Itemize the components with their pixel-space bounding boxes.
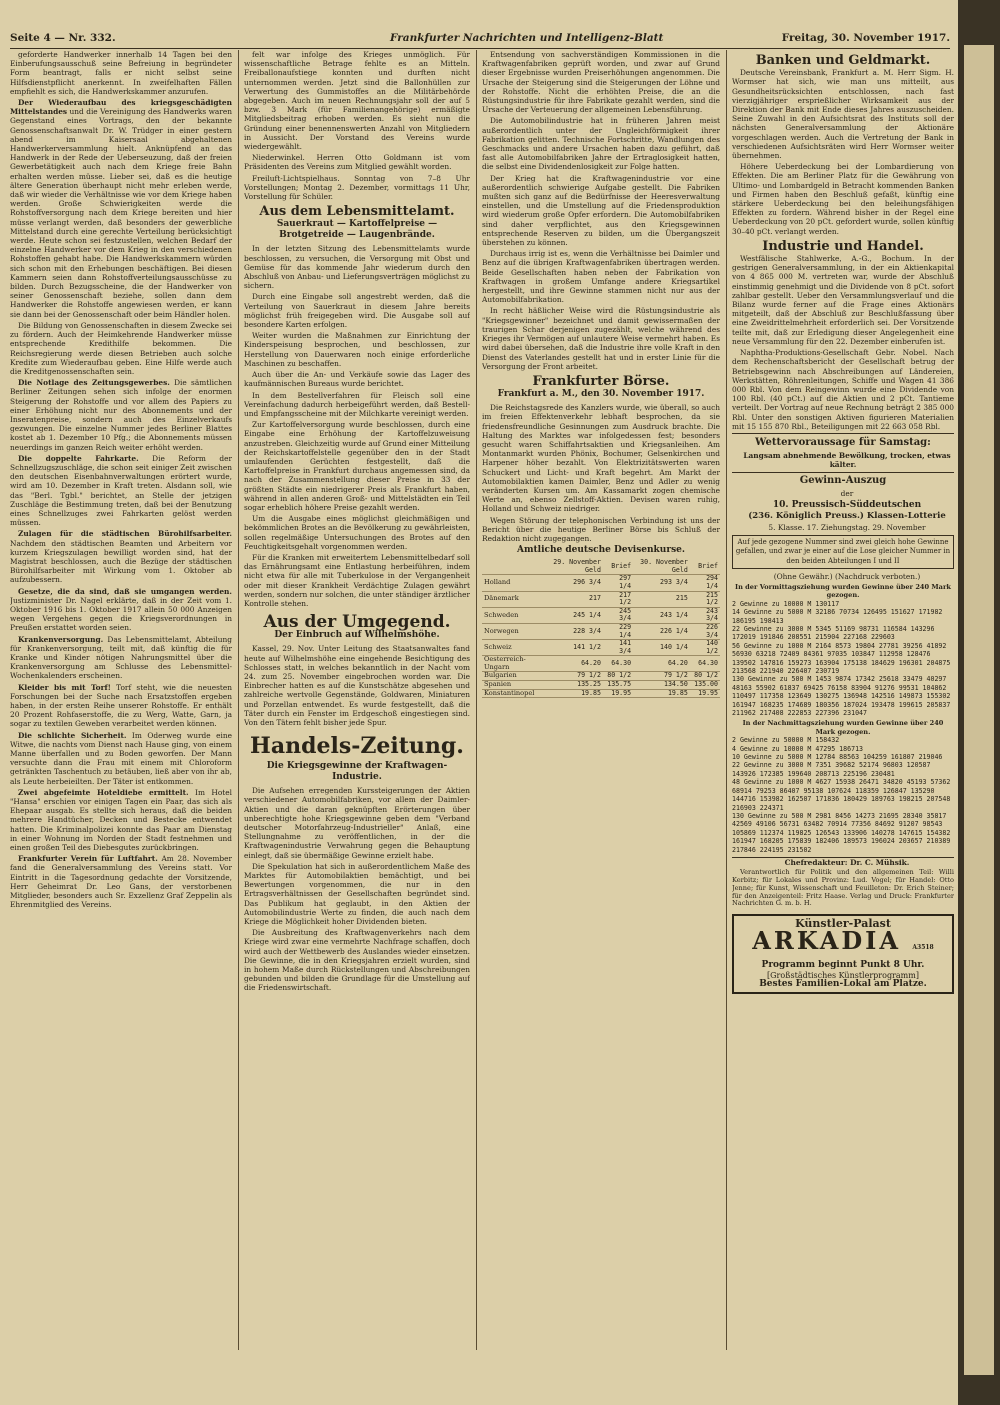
fx-rate: 135.00 (690, 681, 720, 690)
section-heading-industrie: Industrie und Handel. (762, 238, 924, 254)
lottery-draw-info: 5. Klasse. 17. Ziehungstag. 29. November (768, 522, 926, 532)
fx-currency: Schweiz (482, 640, 546, 656)
fx-rate: 64.20 (546, 656, 603, 672)
column-1 (10, 50, 232, 1360)
fx-rate: 217 (546, 591, 603, 607)
fx-currency: Konstantinopel (482, 689, 546, 698)
article-heading: Die doppelte Fahrkarte. (18, 453, 139, 463)
imprint: Verantwortlich für Politik und den allgemeinen Teil: Willi Kerbitz; für Lokales und Provinz: Lud. Vogel; für Handel: Otto Jenne; für Kunst, Wissenschaft und Feuilleton: Dr. Erich Steiner; für den Anzeigenteil: Fritz Haase. Verlag und Druck: Frankfurter Nachrichten G. m. b. H. (732, 868, 954, 908)
ad-program-type: [Großstädtisches Künstlerprogramm] (767, 970, 919, 980)
article-paragraph: Das Lebensmittelamt, Abteilung für Krankenversorgung, teilt mit, daß künftig die für Kranke und Kinder nötigen Nahrungsmittel über die Krankenversorgung am Schlusse des Lebensmittel-Wochenkalenders erscheinen. (10, 634, 232, 681)
lottery-line: 14 Gewinne zu 5000 M 32186 70734 126495 151627 171982 186195 198413 (732, 608, 943, 625)
article-paragraph: Weiter wurden die Maßnahmen zur Einrichtung der Kinderspeisung besprochen, und beschlossen, zur Herstellung von Dauerwaren noch einige erforderliche Maschinen zu beschaffen. (244, 331, 470, 368)
article-paragraph: Die Reichstagsrede des Kanzlers wurde, wie überall, so auch im freien Effektenverkehr lebhaft besprochen, da sie friedensfreundliche Gesinnungen zum Ausdruck brachte. Die Haltung des Marktes war infolgedessen fest; besonders gesucht waren Schiffahrtsaktien und Kriegsanleihen. Am Montanmarkt wurden Phönix, Bochumer, Gelsenkirchen und Harpener höher bezahlt. Von Elektrizitätswerten waren Schuckert und Licht- und Kraft begehrt. Am Markt der Automobilaktien kamen Daimler, Benz und Adler zu wenig veränderten Kursen um. Am Kassamarkt zogen chemische Werte an, ebenso Zellstoff-Aktien. Devisen waren ruhig, Holland und Schweiz niedriger. (482, 403, 720, 514)
article-paragraph: Am 28. November fand die Generalversammlung des Vereins statt. Vor Eintritt in die Tagesordnung gedachte der Vorsitzende, Herr Geheimrat Dr. Leo Gans, der verstorbenen Mitglieder, besonders auch Sr. Exzellenz Graf Zeppelin als Ehrenmitglied des Vereins. (10, 854, 232, 910)
article-paragraph: Freiluft-Lichtspielhaus. Sonntag von 7–8 Uhr Vorstellungen; Montag 2. Dezember, vormittags 11 Uhr, Vorstellung für Schüler. (244, 173, 470, 202)
lottery-note: (Ohne Gewähr.) (Nachdruck verboten.) (773, 571, 921, 581)
article-paragraph: Niederwinkel. Herren Otto Goldmann ist vom Präsidenten des Vereins zum Mitglied gewählt worden. (244, 153, 470, 172)
ad-slogan: Bestes Familien-Lokal am Platze. (759, 978, 927, 989)
ad-venue-name: ARKADIA A3518 (752, 926, 934, 956)
lottery-title: Gewinn-Auszug (799, 475, 887, 487)
lottery-line: 130 Gewinne zu 500 M 1453 9874 17342 25618 33479 40297 48163 55902 61837 69425 76158 83904 91276 99531 104862 110497 117358 123649 130275 136948 142516 149873 155302 161947 168235 174689 180356 187024 193478 199615 205837 211962 217408 222853 227396 231047 (732, 675, 951, 718)
fx-rate: 135.25 (546, 681, 603, 690)
section-subheading: Der Einbruch auf Wilhelmshöhe. (274, 630, 440, 641)
fx-rate: 245 3/4 (603, 607, 633, 623)
fx-table-body (482, 575, 720, 698)
column-4 (732, 50, 954, 1360)
article-paragraph: Zur Kartoffelversorgung wurde beschlossen, durch eine Eingabe eine Erhöhung der Kartoffelzuweisung anzustreben. Gleichzeitig wurde auf Grund einer Mitteilung der Reichskartoffelstelle gegenüber den in der Stadt umlaufenden Gerüchten festgestellt, daß die Kartoffelpreise in Frankfurt durchaus angemessen sind, da nach der Zusammenstellung dieser Preise in 33 der größten Städte ein niedrigerer Preis als Frankfurt haben, während in allen anderen Groß- und Mittelstädten ein Teil sogar erheblich höhere Preise gezahlt werden. (244, 420, 470, 512)
fx-rate: 243 3/4 (690, 607, 720, 623)
article-paragraph: geforderte Handwerker innerhalb 14 Tagen bei den Einberufungsausschuß seine Befreiung in begründeter Form beantragt, falls er nicht selbst seine Hilfsdienstpflicht anerkennt. In zweifelhaften Fällen empfiehlt es sich, die Handwerkskammer anzurufen. (10, 50, 232, 96)
article-paragraph: Torf steht, wie die neuesten Forschungen bei der Suche nach Ersatzstoffen ergeben haben, in der ersten Reihe unserer Rohstoffe. Er enthält 20 Prozent Rohfaserstoffe, die zu Werg, Watte, Garn, ja sogar zu textilen Geweben verarbeitet werden können. (10, 682, 232, 729)
section-heading-banken: Banken und Geldmarkt. (755, 53, 931, 68)
section-subheading: Frankfurt a. M., den 30. November 1917. (497, 389, 705, 400)
article-paragraph: Auch über die An- und Verkäufe sowie das Lager des kaufmännischen Bureaus wurde berichtet. (244, 370, 470, 389)
article-paragraph: und die Vereinigung des Handwerks waren Gegenstand eines Vortrags, den der bekannte Genossenschaftsanwalt Dr. W. Trüdger in einer gestern abend im Kaisersaal abgehaltenen Handwerkerversammlung hielt. Anknüpfend an das Handwerk in der Rede der Ueberseuzung, daß der freien Gewerbetätigkeit auch nach dem Kriege freie Bahn erhalten werden müsse. Lieber sei, daß es die heutige ältere Generation überhaupt nicht mehr erleben werde, daß wir wieder die Verhältnisse wie vor dem Kriege haben werden. Große Schwierigkeiten werde die Rohstoffversorgung nach dem Kriege bereiten und hier müsse verlangt werden, daß besonders der gewerbliche Mittelstand durch eine gerechte Verteilung berücksichtigt werde. Heute schon sei festzustellen, welchen Bedarf der einzelne Handwerker vor dem Krieg in den verschiedenen Rohstoffen gehabt habe. Die Handwerkskammern würden sich schon mit den Erhebungen beschäftigen. Bei diesen Kammern seien dann Rohstoffverteilungsausschüsse zu bilden. Durch Bezugsscheine, die der Handwerker von seiner Genossenschaft beziehe, sollen dann dem Handwerker die Rohstoffe angewiesen werden, er kann sie dann bei der Genossenschaft oder beim Händler holen. (10, 107, 232, 319)
fx-rate: 135.75 (603, 681, 633, 690)
fx-rate: 19.85 (546, 689, 603, 698)
fx-rate: 243 1/4 (633, 607, 690, 623)
fx-rate: 80 1/2 (690, 672, 720, 681)
lottery-line: 22 Gewinne zu 3000 M 7351 39682 52174 96803 120587 143926 172385 199640 208713 225196 230481 (732, 761, 931, 778)
article-paragraph: Wegen Störung der telephonischen Verbindung ist uns der Bericht über die heutige Berliner Börse bis Schluß der Redaktion nicht zugegangen. (482, 515, 720, 543)
lottery-line: 4 Gewinne zu 10000 M 47295 186713 (732, 744, 864, 753)
fx-currency: Schweden (482, 607, 546, 623)
article-paragraph: In dem Bestellverfahren für Fleisch soll eine Vereinfachung dadurch herbeigeführt werden, daß Bestell- und Empfangsscheine mit der Milchkarte vereinigt werden. (244, 390, 470, 418)
article-heading: Zulagen für die städtischen Bürohilfsarbeiter. (18, 529, 232, 539)
fx-rate: 64.20 (633, 656, 690, 672)
article-paragraph: Naphtha-Produktions-Gesellschaft Gebr. Nobel. Nach dem Rechenschaftsbericht der Gesellschaft betrug der Betriebsgewinn nach Abschreibungen auf Ländereien, Werkstätten, Röhrenleitungen, Schiffe und Wagen 41 386 000 Rbl. Von dem Reingewinn wurde eine Dividende von 100 Rbl. (40 pCt.) auf die Aktien und 2 pCt. Tantieme verteilt. Der Vortrag auf neue Rechnung beträgt 2 385 000 Rbl. Unter den sonstigen Aktiven figurieren Materialien mit 15 155 870 Rbl., Beteiligungen mit 22 663 058 Rbl. (732, 348, 954, 431)
fx-table-row (482, 689, 720, 698)
lottery-line: 2 Gewinne zu 10000 M 130117 (732, 599, 840, 608)
issue-date: Freitag, 30. November 1917. (781, 32, 950, 44)
fx-rate: 215 1/2 (690, 591, 720, 607)
fx-table-row (482, 640, 720, 656)
article-paragraph: Die Automobilindustrie hat in früheren Jahren meist außerordentlich unter der Ungleichförmigkeit ihrer Fabrikation gelitten. Technische Fortschritte, Wandlungen des Geschmacks und andere Ursachen haben dazu geführt, daß fast alle Automobilfabriken Jahre der Ertraglosigkeit hatten, die selbst eine Dividendenlosigkeit zur Folge hatten. (482, 116, 720, 172)
lottery-line: 48 Gewinne zu 1000 M 4627 15938 26471 34820 45193 57362 68914 79253 86407 95138 107624 118359 126847 135290 144716 153982 162507 171836 180429 189763 198215 207548 216903 224371 (732, 778, 951, 812)
article-paragraph: Die sämtlichen Berliner Zeitungen sehen sich infolge der enormen Steigerung der Rohstoffe und vor allem des Papiers zu einer Erhöhung nicht nur des Abonnements und der Inseratenpreise, sondern auch des Einzelverkaufs gezwungen. Die einzelne Nummer jedes Berliner Blattes kostet ab 1. Dezember 10 Pfg.; die Abonnements müssen neuerdings im ganzen Reich weiter erhöht werden. (10, 378, 232, 452)
column-3 (482, 50, 720, 1360)
article-heading: Zwei abgefeimte Hoteldiebe ermittelt. (18, 787, 189, 797)
fx-table-row (482, 681, 720, 690)
column-divider (238, 50, 239, 1350)
advertisement-arkadia (732, 914, 954, 994)
article-paragraph: Kassel, 29. Nov. Unter Leitung des Staatsanwaltes fand heute auf Wilhelmshöhe eine eingehende Besichtigung des Schlosses statt, in welches bekanntlich in der Nacht vom 24. zum 25. November eingebrochen worden war. Die Einbrecher hatten es auf die Kunstschätze abgesehen und zahlreiche wertvolle Gegenstände, Goldwaren, Miniaturen und Porzellan entwendet. Es wurde festgestellt, daß die Täter durch ein Fenster im Erdgeschoß eingestiegen sind. Von den Tätern fehlt bisher jede Spur. (244, 644, 470, 727)
fx-header-cell: Brief (690, 559, 720, 575)
article-paragraph: In der letzten Sitzung des Lebensmittelamts wurde beschlossen, zu versuchen, die Versorgung mit Obst und Gemüse für das kommende Jahr wiederum durch den Abschluß von Anbau- und Lieferungsverträgen möglichst zu sichern. (244, 244, 470, 291)
fx-table-title: Amtliche deutsche Devisenkurse. (516, 545, 686, 556)
article-paragraph: felt war infolge des Krieges unmöglich. Für wissenschaftliche Betrage fehlte es an Mitteln. Freiballonaufstiege konnten und durften nicht unternommen werden. Jetzt sind die Ballonhüllen zur Verwertung des Gummistoffes an die Militärbehörde abgegeben. Auch im neuen Rechnungsjahr soll der auf 5 bzw. 3 Mark (für Familienangehörige) ermäßigte Mitgliedsbeitrag erhoben werden. Es sieht nun die Gründung einer benennenswerten Anzahl von Mitgliedern in Aussicht. Der Vorstand des Vereins wurde wiedergewählt. (244, 50, 470, 152)
ad-phone-code: A3518 (912, 944, 934, 952)
fx-currency: Holland (482, 575, 546, 591)
fx-rate: 141 3/4 (603, 640, 633, 656)
fx-rate: 79 1/2 (633, 672, 690, 681)
fx-header-cell: 29. November Geld (546, 559, 603, 575)
lottery-heading: In der Nachmittagsziehung wurden Gewinne über 240 Mark gezogen. (742, 719, 944, 736)
article-paragraph: Der Krieg hat die Kraftwagenindustrie vor eine außerordentlich schwierige Aufgabe gestellt. Die Fabriken mußten sich ganz auf die Bedürfnisse der Heeresverwaltung einstellen, und die Umstellung auf die Friedensproduktion wird wiederum große Opfer erfordern. Die Automobilfabriken sind daher verpflichtet, aus den Kriegsgewinnen entsprechende Reserven zu bilden, um die Übergangszeit überstehen zu können. (482, 173, 720, 248)
article-heading: Die schlichte Sicherheit. (18, 730, 127, 740)
article-paragraph: Durchaus irrig ist es, wenn die Verhältnisse bei Daimler und Benz auf die übrigen Kraftwagenfabriken übertragen werden. Beide Gesellschaften haben neben der Fabrikation von Kraftwagen in großem Umfange andere Kriegsartikel hergestellt, und ihre Gewinne stammen nicht nur aus der Automobilfabrikation. (482, 249, 720, 305)
fx-currency: Spanien (482, 681, 546, 690)
article-heading: Die Notlage des Zeitungsgewerbes. (18, 378, 170, 388)
newspaper-masthead: Frankfurter Nachrichten und Intelligenz-Blatt (390, 32, 664, 44)
fx-rate: 64.30 (690, 656, 720, 672)
lottery-line: 2 Gewinne zu 50000 M 158432 (732, 736, 840, 745)
fx-rate: 245 1/4 (546, 607, 603, 623)
column-divider (476, 50, 477, 1350)
article-paragraph: Höhere Ueberdeckung bei der Lombardierung von Effekten. Die am Berliner Platz für die Gewährung von Ultimo- und Lombardgeld in Betracht kommenden Banken und Firmen haben den Beschluß gefaßt, künftig eine stärkere Ueberdeckung bei den beleihungsfähigen Effekten zu fordern. Während bisher in der Regel eine Ueberdeckung von 20 pCt. gefordert wurde, sollen künftig 30–40 pCt. verlangt werden. (732, 162, 954, 236)
fx-rate: 80 1/2 (603, 672, 633, 681)
fx-rate: 19.95 (690, 689, 720, 698)
fx-rate: 134.50 (633, 681, 690, 690)
article-paragraph: Justizminister Dr. Nagel erklärte, daß in der Zeit vom 1. Oktober 1916 bis 1. Oktober 1917 allein 50 000 Anzeigen wegen Vergehens gegen die Kriegsverordnungen in Preußen erstattet worden seien. (10, 595, 232, 633)
fx-rate: 296 3/4 (546, 575, 603, 591)
fx-table-row (482, 623, 720, 639)
weather-forecast: Langsam abnehmende Bewölkung, trocken, etwas kälter. (732, 451, 954, 473)
article-paragraph: Die Spekulation hat sich in außerordentlichem Maße des Marktes für Automobilaktien bemächtigt, und bei Bewertungen vorgenommen, die nur in den Ertragsverhältnissen der Gesellschaften begründet sind. Das Publikum hat geglaubt, in den Aktien der Automobilindustrie Werte zu finden, die auch nach dem Kriege die Möglichkeit hoher Dividenden bieten. (244, 861, 470, 927)
fx-header-cell (482, 559, 546, 575)
article-paragraph: Die Aufsehen erregenden Kurssteigerungen der Aktien verschiedener Automobilfabriken, vor allem der Daimler-Aktien und die daran geknüpften Erörterungen über unberechtigte hohe Kriegsgewinne geben dem "Verband deutscher Motorfahrzeug-Industrieller" Anlaß, eine Stellungnahme zu veröffentlichen, in der die Kraftwagenindustrie Verwahrung gegen die Behauptung einlegt, daß sie übermäßige Gewinne erzielt habe. (244, 786, 470, 860)
lottery-line: 22 Gewinne zu 3000 M 5345 51169 98731 116584 143296 172019 191846 208551 215904 227168 229603 (732, 624, 935, 642)
article-paragraph: Die Bildung von Genossenschaften in diesem Zwecke sei zu fördern. Auch der Heimkehrende Handwerker müsse entsprechende Kredithilfe bekommen. Die Reichsregierung werde diesen Betrieben auch solche Kredite zum Wiederaufbau geben. Eine Hilfe werde auch die Kreditgenossenschaften sein. (10, 320, 232, 376)
fx-table-header (482, 559, 720, 575)
fx-rate: 64.30 (603, 656, 633, 672)
lottery-line: 56 Gewinne zu 1000 M 2164 8573 19804 27781 39256 41892 56930 63218 72409 84361 97035 103847 112958 128476 139502 147816 159273 163904 175138 184629 196301 204875 213568 221940 226407 230719 (732, 641, 951, 676)
article-paragraph: In recht häßlicher Weise wird die Rüstungsindustrie als "Kriegsgewinner" bezeichnet und damit gewissermaßen der traurigen Schar derjenigen zugezählt, welche während des Krieges ihr Vermögen auf unlautere Weise vermehrt haben. Es wird dabei übersehen, daß die Industrie ihre volle Kraft in den Dienst des Vaterlandes gestellt hat und in erster Linie für die Versorgung der Front arbeitet. (482, 306, 720, 371)
fx-rate: 226 1/4 (633, 623, 690, 639)
article-heading: Kleider bis mit Torf! (18, 682, 111, 692)
article-paragraph: Im Oderweg wurde eine Witwe, die nachts vom Dienst nach Hause ging, von einem Manne überfallen und zu Boden geworfen. Der Mann versuchte dann die Frau mit einem mit Chloroform getränkten Taschentuch zu betäuben, ließ aber von ihr ab, als Leute herbeieilten. Der Täter ist entkommen. (10, 730, 232, 786)
article-heading: Frankfurter Verein für Luftfahrt. (18, 854, 158, 864)
fx-currency: Dänemark (482, 591, 546, 607)
lottery-subtitle: der (840, 489, 854, 499)
editor-line: Chefredakteur: Dr. C. Mühsik. (732, 857, 954, 867)
fx-rate: 140 1/2 (690, 640, 720, 656)
lottery-subtitle: (236. Königlich Preuss.) Klassen-Lotterie (748, 510, 946, 521)
article-paragraph: Westfälische Stahlwerke, A.-G., Bochum. In der gestrigen Generalversammlung, in der ein Aktienkapital von 4 865 000 M. vertreten war, wurde der Abschluß einstimmig genehmigt und die Dividende von 8 pCt. sofort zahlbar gestellt. Ueber den Versammlungsverlauf und die Bilanz wurde ferner auf die Frage eines Aktionärs mitgeteilt, daß der Abschluß zur Beschlußfassung über eine Zweidrittelmehrheit erforderlich sei. Der Vorsitzende teilte mit, daß zur Erledigung dieser Angelegenheit eine neue Versammlung für den 22. Dezember einberufen ist. (732, 254, 954, 346)
fx-rate: 215 (633, 591, 690, 607)
fx-rate: 294 1/4 (690, 575, 720, 591)
fx-rate: 217 1/2 (603, 591, 633, 607)
article-paragraph: Deutsche Vereinsbank, Frankfurt a. M. Herr Sigm. H. Wormser hat sich, wie man uns mitteilt, aus Gesundheitsrücksichten entschlossen, nach fast vierzigjähriger ersprießlicher Wirksamkeit aus der Direktion der Bank mit Ende dieses Jahres auszuscheiden. Seine Zuwahl in den Aufsichtsrat des Instituts soll der nächsten Generalversammlung der Aktionäre vorgeschlagen werden. Auch die Vertretung der Bank in verschiedenen Aufsichtsräten wird Herr Wormser weiter übernehmen. (732, 68, 954, 161)
lottery-line: 10 Gewinne zu 5000 M 12784 88563 104259 161807 219046 (732, 753, 943, 762)
fx-table-row (482, 607, 720, 623)
fx-table-row (482, 656, 720, 672)
article-paragraph: Für die Kranken mit erweitertem Lebensmittelbedarf soll das Ernährungsamt eine Entlastung herbeiführen, indem nicht etwa für alle mit Tuberkulose in der Vergangenheit oder mit dieser Krankheit Verdächtige Zulagen gewährt werden, sondern nur solchen, die unter ständiger ärztlicher Kontrolle stehen. (244, 552, 470, 608)
article-paragraph: Die Reform der Schnellzugszuschläge, die schon seit einiger Zeit zwischen den deutschen Eisenbahnverwaltungen erörtert wurde, wird am 10. Dezember in Kraft treten. Alsdann soll, wie das "Berl. Tgbl." berichtet, an Stelle der jetzigen Zuschläge die Bestimmung treten, daß bei der Benutzung eines Schnellzuges zwei Fahrkarten gelöst werden müssen. (10, 453, 232, 528)
article-paragraph: Die Ausbreitung des Kraftwagenverkehrs nach dem Kriege wird zwar eine vermehrte Nachfrage schaffen, doch wird auch der Wettbewerb des Auslandes wieder einsetzen. Die Gewinne, die in den Kriegsjahren erzielt wurden, sind in hohem Maße durch Rückstellungen und Abschreibungen gebunden und bilden die Grundlage für die Umstellung auf die Friedenswirtschaft. (244, 928, 470, 993)
section-heading-handels-zeitung: Handels-Zeitung. (250, 733, 464, 760)
section-heading: Aus der Umgegend. (263, 612, 451, 633)
fx-currency: Norwegen (482, 623, 546, 639)
article-paragraph: Nachdem den städtischen Beamten und Arbeitern vor kurzem Kriegszulagen bewilligt worden sind, hat der Magistrat beschlossen, auch die Bezüge der städtischen Bürohilfsarbeiter mit Wirkung vom 1. Oktober ab aufzubessern. (10, 538, 232, 585)
adjacent-page-edge (964, 45, 994, 1375)
section-subheading: Sauerkraut — Kartoffelpreise — Brotgetreide — Laugenbrände. (276, 219, 438, 241)
article-paragraph: Durch eine Eingabe soll angestrebt werden, daß die Verteilung von Sauerkraut in diesem Jahre bereits möglichst früh freigegeben wird. Die Ausgabe soll auf besondere Karten erfolgen. (244, 292, 470, 330)
lottery-line: 130 Gewinne zu 500 M 2981 8456 14273 21695 28340 35817 42569 49106 56731 63482 70914 77356 84692 91207 98543 105869 112374 119825 126543 133906 140278 147615 154382 161947 168205 175839 182406 189573 196024 203657 210389 217846 224195 231502 (732, 811, 951, 854)
fx-currency: Oesterreich-Ungarn (482, 656, 546, 672)
fx-rate: 226 3/4 (690, 623, 720, 639)
lottery-results (732, 583, 954, 854)
article-paragraph: Entsendung von sachverständigen Kommissionen in die Kraftwagenfabriken geprüft worden, und zwar auf Grund dieser Ergebnisse wurden Preiserhöhungen angenommen. Die Ursache der Steigerung sind die Steigerungen der Löhne und der Rohstoffe. Nicht die erhöhten Preise, die an die Rüstungsindustrie für ihre Fabrikate gezahlt werden, sind die Ursache der Verteuerung der allgemeinen Lebensführung. (482, 50, 720, 115)
fx-rate: 141 1/2 (546, 640, 603, 656)
article-paragraph: Im Hotel "Hansa" erschien vor einigen Tagen ein Paar, das sich als Ehepaar ausgab. Es stellte sich heraus, daß die beiden mehrere Handtücher, Decken und Bestecke entwendet hatten. Die Kriminalpolizei konnte das Paar am Dienstag in einer Wohnung im Norden der Stadt festnehmen und einen großen Teil des Diebesgutes zurückbringen. (10, 787, 232, 853)
fx-rate: 297 1/4 (603, 575, 633, 591)
article-heading: Gesetze, die da sind, daß sie umgangen werden. (18, 586, 232, 596)
fx-rate: 228 3/4 (546, 623, 603, 639)
section-heading: Aus dem Lebensmittelamt. (259, 204, 455, 220)
ad-program-time: Programm beginnt Punkt 8 Uhr. (761, 960, 925, 971)
fx-rate: 79 1/2 (546, 672, 603, 681)
lottery-subtitle: 10. Preussisch-Süddeutschen (772, 499, 922, 510)
fx-rate: 19.85 (633, 689, 690, 698)
column-2 (244, 50, 470, 1360)
fx-table-row (482, 575, 720, 591)
header-rule (10, 48, 950, 49)
section-heading-boerse: Frankfurter Börse. (532, 373, 670, 389)
fx-header-cell: 30. November Geld (633, 559, 690, 575)
fx-rate: 140 1/4 (633, 640, 690, 656)
ad-venue-type: Künstler-Palast (795, 917, 891, 931)
fx-table (482, 559, 720, 698)
fx-currency: Bulgarien (482, 672, 546, 681)
article-heading: Krankenversorgung. (18, 634, 104, 644)
article-heading: Der Wiederaufbau des kriegsgeschädigten Mittelstandes (10, 98, 232, 117)
fx-table-row (482, 591, 720, 607)
section-subheading: Die Kriegsgewinne der Kraftwagen-Industrie. (266, 761, 448, 783)
lottery-notice-box: Auf jede gezogene Nummer sind zwei gleich hohe Gewinne gefallen, und zwar je einer auf die Lose gleicher Nummer in den beiden Abteilungen I und II (732, 535, 954, 569)
column-divider (726, 50, 727, 1350)
fx-header-cell: Brief (603, 559, 633, 575)
fx-rate: 229 1/4 (603, 623, 633, 639)
fx-rate: 19.95 (603, 689, 633, 698)
article-paragraph: Um die Ausgabe eines möglichst gleichmäßigen und bekömmlichen Brotes an die Bevölkerung zu gewährleisten, sollen regelmäßige Untersuchungen des Brotes auf den Feuchtigkeitsgehalt vorgenommen werden. (244, 514, 470, 551)
lottery-heading: In der Vormittagsziehung wurden Gewinne über 240 Mark gezogen. (735, 582, 951, 600)
weather-title: Wettervoraussage für Samstag: (732, 433, 954, 448)
fx-rate: 293 3/4 (633, 575, 690, 591)
page-number: Seite 4 — Nr. 332. (10, 32, 116, 44)
